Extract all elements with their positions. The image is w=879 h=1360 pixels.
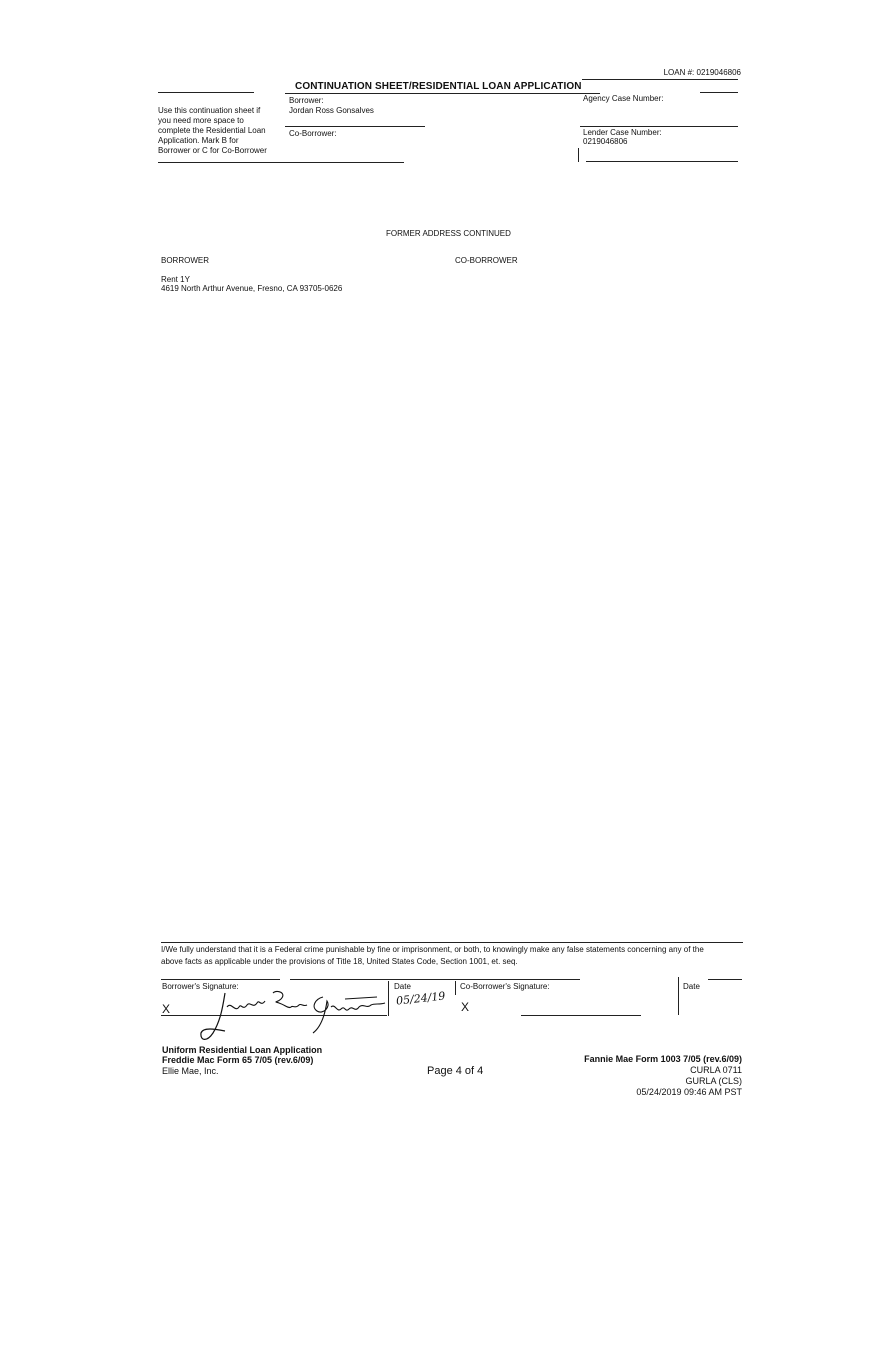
section-borrower-label: BORROWER bbox=[161, 256, 209, 265]
section-coborrower-label: CO-BORROWER bbox=[455, 256, 518, 265]
signature-top-rule-2 bbox=[290, 979, 580, 980]
footer-timestamp: 05/24/2019 09:46 AM PST bbox=[636, 1087, 742, 1097]
agency-case-label: Agency Case Number: bbox=[583, 94, 664, 103]
signature-top-rule-1 bbox=[161, 979, 280, 980]
lender-case-tick bbox=[578, 148, 579, 162]
borrower-name: Jordan Ross Gonsalves bbox=[289, 106, 374, 115]
borrower-signature-label: Borrower's Signature: bbox=[162, 982, 239, 991]
header-rule-far-right bbox=[700, 92, 738, 93]
coborrower-date-label: Date bbox=[683, 982, 700, 991]
instruction-line: Application. Mark B for bbox=[158, 136, 239, 145]
certification-line-1: I/We fully understand that it is a Federal crime punishable by fine or imprisonment, or both, to knowingly make any false statements concerning any of the bbox=[161, 945, 704, 954]
borrower-date-handwritten: 05/24/19 bbox=[395, 989, 446, 1008]
footer-form-title: Uniform Residential Loan Application bbox=[162, 1045, 323, 1055]
agency-case-rule bbox=[580, 126, 738, 127]
footer-freddie-form: Freddie Mac Form 65 7/05 (rev.6/09) bbox=[162, 1055, 314, 1065]
borrower-date-label: Date bbox=[394, 982, 411, 991]
lender-case-label: Lender Case Number: bbox=[583, 128, 662, 137]
instruction-line: Use this continuation sheet if bbox=[158, 106, 261, 115]
borrower-rule bbox=[285, 126, 425, 127]
footer-gurla: GURLA (CLS) bbox=[685, 1076, 742, 1086]
header-rule-left bbox=[158, 92, 254, 93]
instruction-line: complete the Residential Loan bbox=[158, 126, 266, 135]
title-underline bbox=[285, 93, 600, 94]
coborrower-label: Co-Borrower: bbox=[289, 129, 337, 138]
coborrower-signature-x: X bbox=[461, 1000, 470, 1014]
instruction-line: Borrower or C for Co-Borrower bbox=[158, 146, 267, 155]
header-rule-right bbox=[582, 79, 738, 80]
coborrower-signature-line bbox=[521, 1015, 641, 1016]
page-number: Page 4 of 4 bbox=[427, 1065, 484, 1077]
borrower-signature-x: X bbox=[162, 1002, 171, 1016]
instructions-block bbox=[158, 106, 280, 156]
coborrower-divider bbox=[455, 981, 456, 995]
borrower-handwritten-signature bbox=[195, 985, 390, 1045]
borrower-residency-status: Rent 1Y bbox=[161, 275, 190, 284]
borrower-label: Borrower: bbox=[289, 96, 324, 105]
section-title: FORMER ADDRESS CONTINUED bbox=[386, 229, 511, 238]
lender-case-number: 0219046806 bbox=[583, 137, 628, 146]
footer-right-block bbox=[584, 1054, 742, 1098]
footer-fannie-form: Fannie Mae Form 1003 7/05 (rev.6/09) bbox=[584, 1054, 742, 1064]
signature-top-rule-3 bbox=[708, 979, 742, 980]
certification-line-2: above facts as applicable under the provisions of Title 18, United States Code, Section 1001, et. seq. bbox=[161, 957, 518, 966]
footer-curla: CURLA 0711 bbox=[690, 1065, 742, 1075]
coborrower-signature-label: Co-Borrower's Signature: bbox=[460, 982, 550, 991]
lender-case-rule bbox=[586, 161, 738, 162]
instruction-line: you need more space to bbox=[158, 116, 244, 125]
borrower-former-address: 4619 North Arthur Avenue, Fresno, CA 93705-0626 bbox=[161, 284, 343, 293]
footer-vendor: Ellie Mae, Inc. bbox=[162, 1066, 219, 1076]
coborrower-date-divider bbox=[678, 977, 679, 1015]
certification-top-rule bbox=[161, 942, 743, 943]
instructions-bottom-rule bbox=[158, 162, 404, 163]
page-title: CONTINUATION SHEET/RESIDENTIAL LOAN APPLICATION bbox=[295, 81, 582, 92]
loan-number: LOAN #: 0219046806 bbox=[663, 68, 741, 77]
